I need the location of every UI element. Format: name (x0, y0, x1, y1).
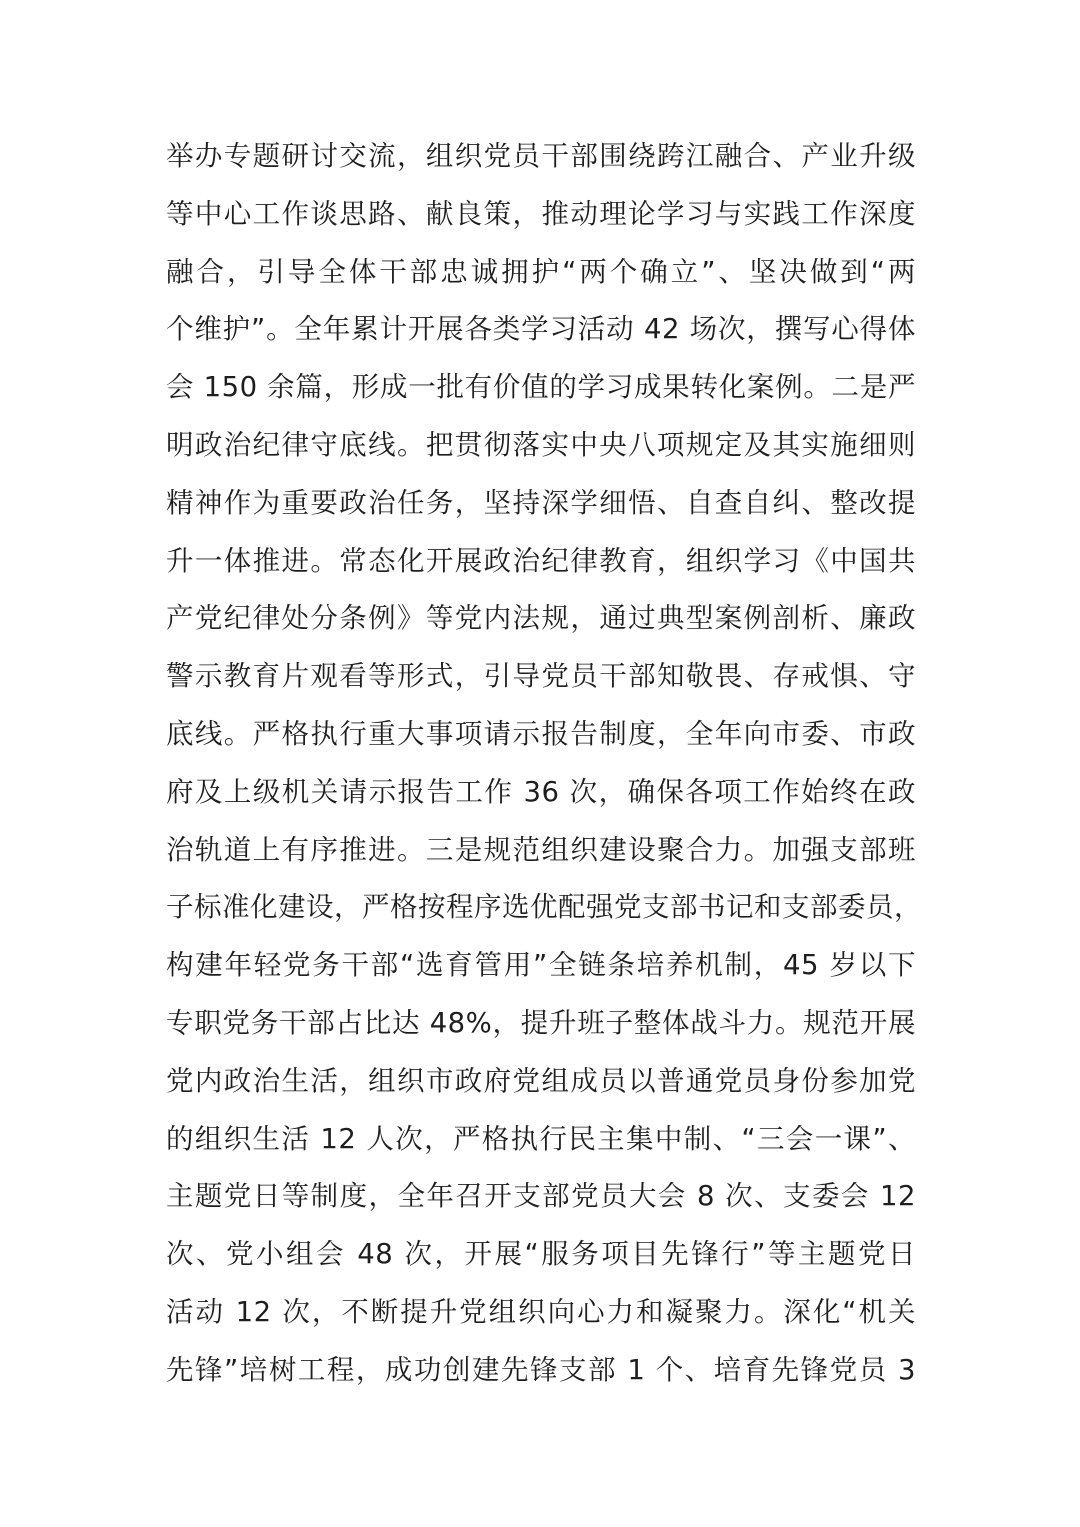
text-line: 的组织生活 12 人次，严格执行民主集中制、“三会一课”、 (166, 1122, 916, 1155)
text-line: 专职党务干部占比达 48%，提升班子整体战斗力。规范开展 (166, 1006, 916, 1039)
text-line: 融合，引导全体干部忠诚拥护“两个确立”、坚决做到“两 (166, 255, 916, 288)
text-line: 主题党日等制度，全年召开支部党员大会 8 次、支委会 12 (166, 1180, 916, 1213)
text-line: 精神作为重要政治任务，坚持深学细悟、自查自纠、整改提 (166, 486, 916, 519)
text-line: 次、党小组会 48 次，开展“服务项目先锋行”等主题党日 (166, 1238, 916, 1271)
text-line: 底线。严格执行重大事项请示报告制度，全年向市委、市政 (166, 717, 916, 750)
text-line: 升一体推进。常态化开展政治纪律教育，组织学习《中国共 (166, 544, 916, 577)
text-line: 治轨道上有序推进。三是规范组织建设聚合力。加强支部班 (166, 833, 916, 866)
text-line: 府及上级机关请示报告工作 36 次，确保各项工作始终在政 (166, 775, 916, 808)
body-text (166, 128, 922, 1400)
text-line: 会 150 余篇，形成一批有价值的学习成果转化案例。二是严 (166, 371, 916, 404)
text-line: 警示教育片观看等形式，引导党员干部知敬畏、存戒惧、守 (166, 660, 916, 693)
text-line: 明政治纪律守底线。把贯彻落实中央八项规定及其实施细则 (166, 428, 916, 461)
text-line: 构建年轻党务干部“选育管用”全链条培养机制，45 岁以下 (166, 949, 916, 982)
text-line: 产党纪律处分条例》等党内法规，通过典型案例剖析、廉政 (166, 602, 916, 635)
text-line: 举办专题研讨交流，组织党员干部围绕跨江融合、产业升级 (166, 140, 916, 172)
text-line: 个维护”。全年累计开展各类学习活动 42 场次，撰写心得体 (166, 313, 916, 346)
text-line: 子标准化建设，严格按程序选优配强党支部书记和支部委员， (166, 891, 922, 924)
text-line: 等中心工作谈思路、献良策，推动理论学习与实践工作深度 (166, 197, 916, 230)
text-line: 党内政治生活，组织市政府党组成员以普通党员身份参加党 (166, 1064, 916, 1097)
text-line: 先锋”培树工程，成功创建先锋支部 1 个、培育先锋党员 3 (166, 1353, 916, 1386)
text-line: 活动 12 次，不断提升党组织向心力和凝聚力。深化“机关 (166, 1295, 916, 1328)
